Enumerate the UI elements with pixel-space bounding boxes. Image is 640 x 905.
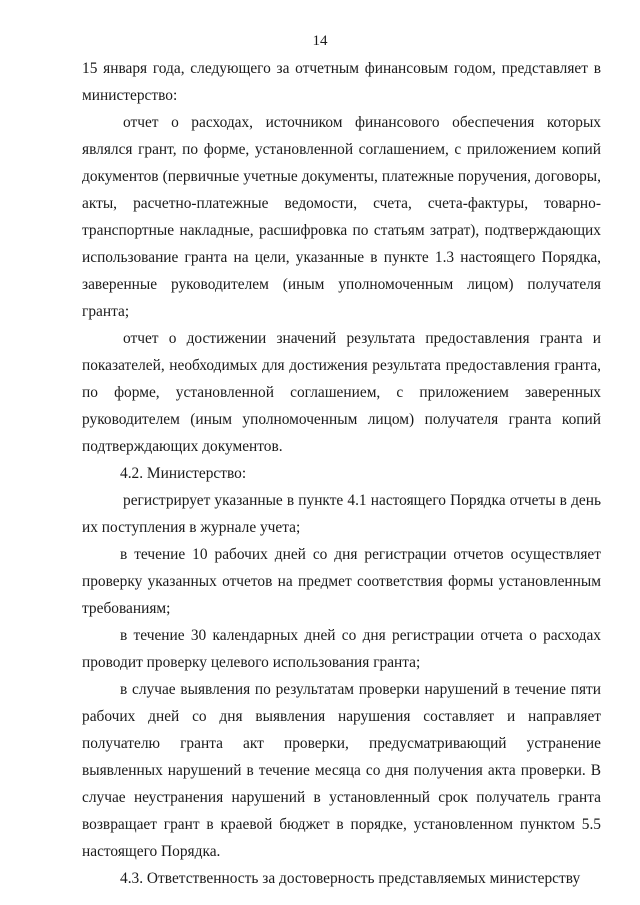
paragraph-expense-report: отчет о расходах, источником финансового обеспечения которых являлся грант, по форме, установленной соглашением, с приложением копий документов (первичные учетные документы, платежные поручения, договоры, акты, расчетно-платежные ведомости, счета, счета-фактуры, товарно-транспортные накладные, расшифровка по статьям затрат), подтверждающих использование гранта на цели, указанные в пункте 1.3 настоящего Порядка, заверенные руководителем (иным уполномоченным лицом) получателя гранта; xyxy=(82,114,601,320)
paragraph-submission-deadline: 15 января года, следующего за отчетным финансовым годом, представляет в министерство: xyxy=(82,60,601,104)
paragraph-registration: регистрирует указанные в пункте 4.1 настоящего Порядка отчеты в день их поступления в журнале учета; xyxy=(82,492,601,536)
paragraph-form-check: в течение 10 рабочих дней со дня регистрации отчетов осуществляет проверку указанных отчетов на предмет соответствия формы установленным требованиям; xyxy=(82,546,601,617)
section-heading-4-3: 4.3. Ответственность за достоверность представляемых министерству xyxy=(120,870,581,887)
paragraph-results-report: отчет о достижении значений результата предоставления гранта и показателей, необходимых для достижения результата предоставления гранта, по форме, установленной соглашением, с приложением заверенных руководителем (иным уполномоченным лицом) получателя гранта копий подтверждающих документов. xyxy=(82,330,601,455)
page-number: 14 xyxy=(312,33,328,49)
document-body xyxy=(82,55,601,892)
paragraph-purpose-check: в течение 30 календарных дней со дня регистрации отчета о расходах проводит проверку целевого использования гранта; xyxy=(82,627,601,671)
section-heading-4-2: 4.2. Министерство: xyxy=(120,465,247,482)
paragraph-violations: в случае выявления по результатам проверки нарушений в течение пяти рабочих дней со дня выявления нарушения составляет и направляет получателю гранта акт проверки, предусматривающий устранение выявленных нарушений в течение месяца со дня получения акта проверки. В случае неустранения нарушений в установленный срок получатель гранта возвращает грант в краевой бюджет в порядке, установленном пунктом 5.5 настоящего Порядка. xyxy=(82,681,601,860)
